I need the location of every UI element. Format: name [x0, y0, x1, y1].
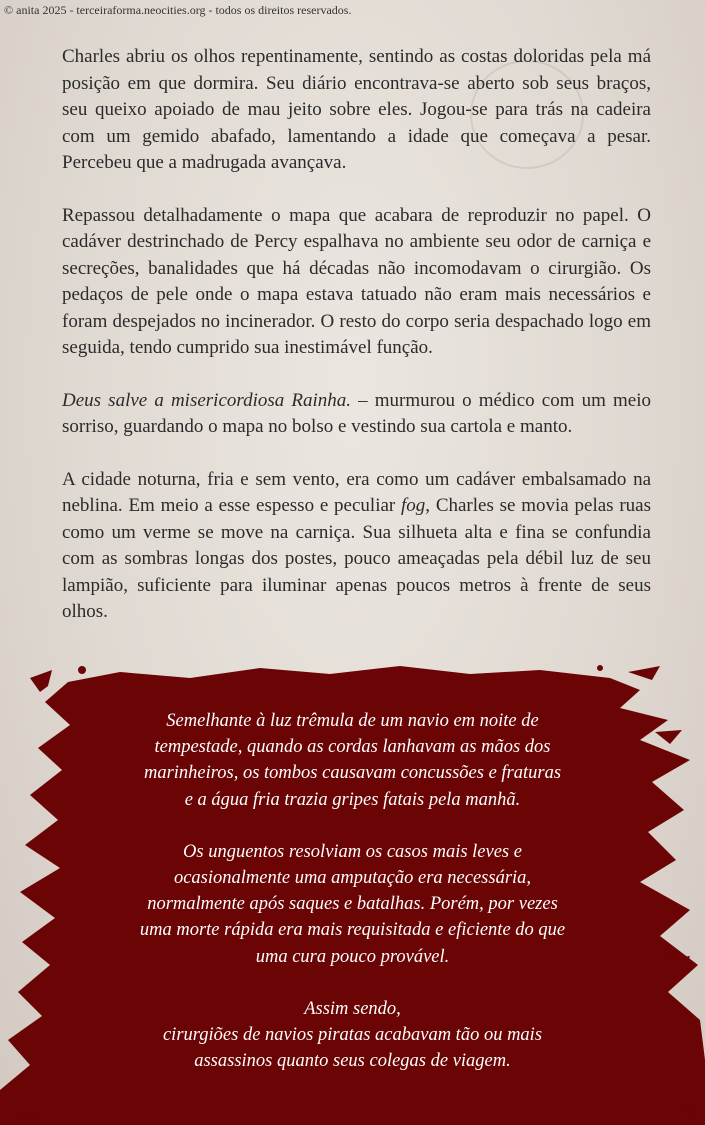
poem-line: Semelhante à luz trêmula de um navio em noite de	[166, 711, 539, 731]
dialogue-italic: Deus salve a misericordiosa Rainha.	[62, 389, 352, 411]
blood-poem	[80, 708, 625, 1100]
poem-line: uma cura pouco provável.	[255, 946, 450, 967]
poem-stanza-3	[80, 996, 625, 1075]
dialogue-rest: – murmurou o médico com um meio sorriso, guardando o mapa no bolso e vestindo sua cartola e manto.	[62, 389, 651, 437]
poem-line: assassinos quanto seus colegas de viagem.	[194, 1051, 511, 1072]
poem-line: marinheiros, os tombos causavam concussões e fraturas	[143, 763, 562, 784]
poem-line: uma morte rápida era mais requisitada e eficiente do que	[139, 920, 566, 941]
poem-line: cirurgiões de navios piratas acabavam tão ou mais	[162, 1025, 543, 1046]
poem-stanza-1	[80, 708, 625, 813]
poem-line: normalmente após saques e batalhas. Porém, por vezes	[147, 894, 558, 915]
poem-stanza-2	[80, 839, 625, 970]
story-text	[62, 44, 651, 652]
paragraph-dialogue	[62, 388, 651, 441]
paragraph-city	[62, 467, 651, 626]
poem-line: Assim sendo,	[304, 998, 401, 1019]
city-text-after: , Charles se movia pelas ruas como um verme se move na carniça. Sua silhueta alta e fina se confundia com as sombras longas dos postes, pouco ameaçadas pela débil luz de seu lampião, suficiente para iluminar apenas poucos metros à frente de seus olhos.	[62, 495, 651, 622]
copyright-notice: © anita 2025 - terceiraforma.neocities.org - todos os direitos reservados.	[4, 3, 352, 17]
poem-line: tempestade, quando as cordas lanhavam as mãos dos	[154, 737, 551, 758]
paragraph-map: Repassou detalhadamente o mapa que acabara de reproduzir no papel. O cadáver destrinchado de Percy espalhava no ambiente seu odor de carniça e secreções, banalidades que há décadas não incomodavam o cirurgião. Os pedaços de pele onde o mapa estava tatuado não eram mais necessários e foram despejados no incinerador. O resto do corpo seria despachado logo em seguida, tendo cumprido sua inestimável função.	[62, 204, 651, 358]
poem-line: e a água fria trazia gripes fatais pela manhã.	[184, 789, 521, 810]
city-text-before: A cidade noturna, fria e sem vento, era como um cadáver embalsamado na neblina. Em meio a esse espesso e peculiar	[62, 468, 651, 516]
city-text-fog: fog	[401, 495, 426, 516]
paragraph-awakening: Charles abriu os olhos repentinamente, sentindo as costas doloridas pela má posição em que dormira. Seu diário encontrava-se aberto sob seus braços, seu queixo apoiado de mau jeito sobre eles. Jogou-se para trás na cadeira com um gemido abafado, lamentando a idade que começava a pesar. Percebeu que a madrugada avançava.	[62, 46, 651, 173]
poem-line: ocasionalmente uma amputação era necessária,	[173, 868, 532, 889]
poem-line: Os unguentos resolviam os casos mais leves e	[183, 841, 522, 862]
